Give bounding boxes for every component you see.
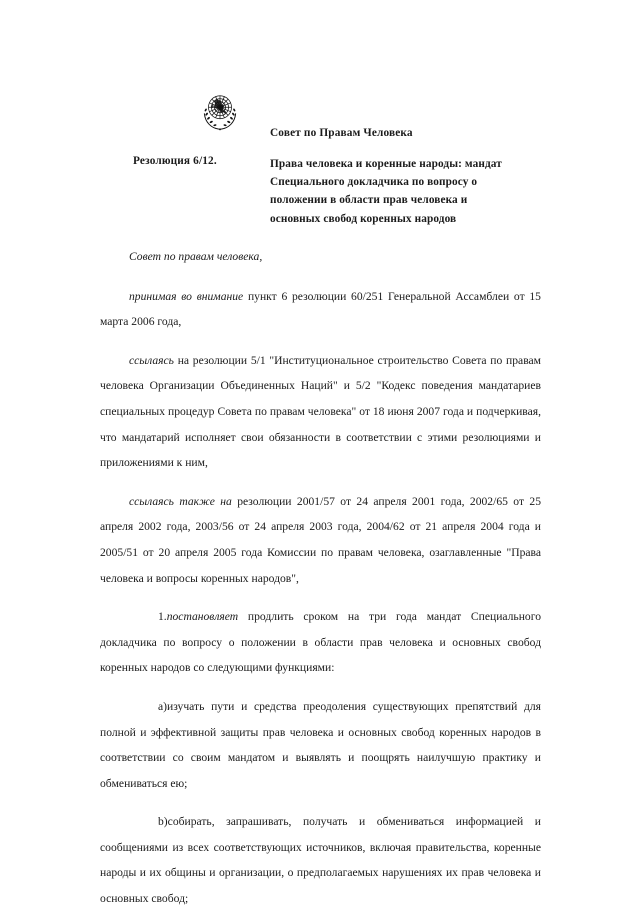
operative-1-italic-lead: постановляет <box>166 610 239 624</box>
un-emblem-icon <box>197 87 243 133</box>
operative-paragraph-a <box>100 694 541 796</box>
preamble-2-italic-lead: ссылаясь <box>129 353 174 367</box>
preamble-3-text: резолюции 2001/57 от 24 апреля 2001 года, 2002/65 от 25 апреля 2002 года, 2003/56 от 24 апреля 2003 года, 2004/62 от 21 апреля 2004 года и 2005/51 от 20 апреля 2005 года Комиссии по правам человека, озаглавленные "Права человека и вопросы коренных народов", <box>100 494 542 585</box>
operative-a-text: изучать пути и средства преодоления существующих препятствий для полной и эффективной защиты прав человека и основных свобод коренных народов в соответствии со своим мандатом и выявлять и поощрять наилучшую практику и обмениваться ею; <box>100 699 541 790</box>
preamble-paragraph-2 <box>100 348 541 476</box>
preamble-3-italic-lead: ссылаясь также на <box>129 494 232 508</box>
organ-title: Совет по Правам Человека <box>270 127 413 139</box>
resolution-title <box>270 155 545 228</box>
addressee-text: Совет по правам человека, <box>129 250 263 263</box>
preamble-1-text: пункт 6 резолюции 60/251 Генеральной Ассамблеи от 15 марта 2006 года, <box>100 289 541 329</box>
resolution-title-line-1: Права человека и коренные народы: мандат <box>270 158 502 170</box>
resolution-title-line-2: Специального докладчика по вопросу о <box>270 176 478 189</box>
preamble-1-italic-lead: принимая во внимание <box>129 289 244 303</box>
operative-paragraph-b <box>100 809 541 911</box>
preamble-paragraph-1 <box>100 284 541 335</box>
operative-1-text: продлить сроком на три года мандат Специального докладчика по вопросу о положении в области прав человека и основных свобод коренных народов со следующими функциями: <box>100 610 541 675</box>
operative-b-marker: b) <box>158 815 168 829</box>
operative-paragraph-1 <box>100 604 541 681</box>
resolution-title-line-4: основных свобод коренных народов <box>270 212 457 225</box>
operative-1-marker: 1. <box>158 610 167 624</box>
preamble-paragraph-3 <box>100 489 541 591</box>
preamble-2-text: на резолюции 5/1 "Институциональное строительство Совета по правам человека Организации Объединенных Наций" и 5/2 "Кодекс поведения мандатариев специальных процедур Совета по правам человека" от 18 июня 2007 года и подчеркивая, что мандатарий исполняет свои обязанности в соответствии с этими резолюциями и приложениями к ним, <box>100 353 541 470</box>
addressee-paragraph <box>100 244 541 270</box>
document-body <box>100 244 541 912</box>
resolution-number-label: Резолюция 6/12. <box>133 155 217 167</box>
resolution-title-line-3: положении в области прав человека и <box>270 194 468 207</box>
operative-b-text: собирать, запрашивать, получать и обмениваться информацией и сообщениями из всех соответствующих источников, включая правительства, коренные народы и их общины и организации, о предполагаемых нарушениях их прав человека и основных свобод; <box>100 815 541 906</box>
operative-a-marker: a) <box>158 699 168 713</box>
